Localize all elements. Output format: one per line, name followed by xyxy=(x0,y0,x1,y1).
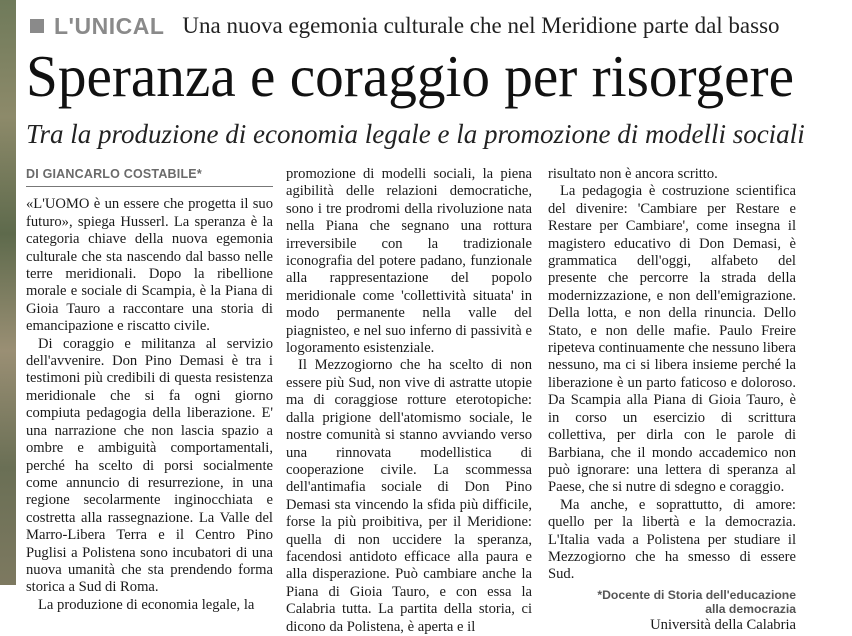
paragraph: promozione di modelli sociali, la piena agibilità delle relazioni democratiche, sono i tre prodromi della rivoluzione nata nella Piana che segnano una rottura irreversibile con la tradizionale iconografia del potere padano, funzionale alla rappresentazione del popolo meridionale come 'collettività situata' in modo permanente nella valle del piagnisteo, e nel suo inferno di passività e logoramento esistenziale. xyxy=(286,166,532,357)
paragraph: Ma anche, e soprattutto, di amore: quello per la libertà e la democrazia. L'Italia vada a Polistena per studiare il Mezzogiorno che ha smesso di essere Sud. xyxy=(548,496,796,583)
author-affiliation: Università della Calabria xyxy=(650,616,796,633)
subheadline: Tra la produzione di economia legale e la promozione di modelli sociali xyxy=(26,119,805,149)
paragraph: «L'UOMO è un essere che progetta il suo futuro», spiega Husserl. La speranza è la categoria chiave della nuova egemonia culturale che sta nascendo dal basso nelle terre meridionali. Dopo la ribellione morale e sociale di Scampia, è la Piana di Gioia Tauro a raccontare una storia di emancipazione e riscatto civile. xyxy=(26,196,273,335)
paragraph: La produzione di economia legale, la xyxy=(38,596,255,613)
paragraph: Il Mezzogiorno che ha scelto di non essere più Sud, non vive di astratte utopie ma di coraggiose rotture eterotopiche: dalla prigione dell'atomismo sociale, le nostre comunità si stanno avviando verso una rinnovata modellistica di cooperazione civile. La scommessa dell'antimafia sociale di Don Pino Demasi sta vincendo la sfida più difficile, forse la più proibitiva, per il Meridione: quella di non uccidere la speranza, facendosi antidoto efficace alla paura e alla disperazione. Può cambiare anche la Piana di Gioia Tauro, e con essa la Calabria tutta. La partita della storia, ci dicono da Polistena, è aperta e il xyxy=(286,357,532,635)
section-label: L'UNICAL xyxy=(54,12,165,39)
paragraph: Di coraggio e militanza al servizio dell'avvenire. Don Pino Demasi è tra i testimoni più credibili di questa resistenza meridionale che si fa ogni giorno compiuta pedagogia della liberazione. E' una narrazione che non lascia spazio a ombre e ambiguità comportamentali, perché ha scelto di porsi socialmente come annuncio di resurrezione, in una regione secolarmente inginocchiata e costretta alla rassegnazione. La Valle del Marro-Libera Terra e il Centro Pino Puglisi a Polistena sono incubatori di una nuova umanità che sta prendendo forma storica a Sud di Roma. xyxy=(26,335,273,596)
byline: DI GIANCARLO COSTABILE* xyxy=(26,166,273,187)
article-column-2 xyxy=(286,166,532,636)
author-note xyxy=(548,588,796,634)
photo-edge xyxy=(0,0,16,585)
kicker-line xyxy=(30,10,845,42)
headline: Speranza e coraggio per risorgere xyxy=(26,43,794,109)
author-role: *Docente di Storia dell'educazione xyxy=(597,587,796,602)
overline: Una nuova egemonia culturale che nel Meridione parte dal basso xyxy=(182,13,780,38)
paragraph: risultato non è ancora scritto. xyxy=(548,166,718,182)
article-column-3 xyxy=(548,166,796,634)
article-column-1 xyxy=(26,166,273,614)
section-marker-icon xyxy=(30,19,44,33)
paragraph: La pedagogia è costruzione scientifica del divenire: 'Cambiare per Restare e Restare per Cambiare', come insegna il magistero educativo di Don Demasi, è grammatica dell'oggi, alfabeto del presente che percorre la strada della modernizzazione, e non dell'emigrazione. Della lotta, e non della rinuncia. Dello Stato, e non delle mafie. Paulo Freire ripeteva continuamente che nessuno libera nessuno, ma ci si libera insieme perché la liberazione è un parto faticoso e doloroso. Da Scampia alla Piana di Gioia Tauro, è in corso un esercizio di scrittura collettiva, per dirla con le parole di Barbiana, che il mondo accademico non può ignorare: una lettera di speranza al Paese, che si nutre di sdegno e coraggio. xyxy=(548,183,796,496)
author-role-cont: alla democrazia xyxy=(705,602,796,617)
